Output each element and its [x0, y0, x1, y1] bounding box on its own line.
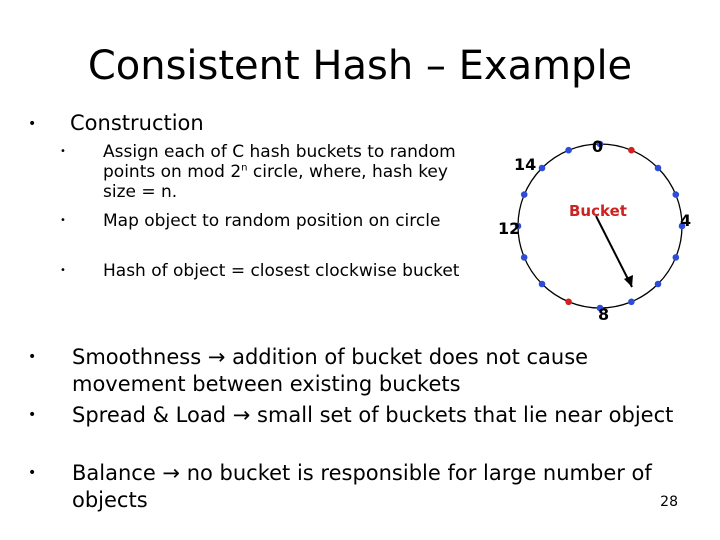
bullet-text: Balance → no bucket is responsible for large number of objects: [72, 461, 652, 512]
sub-bullet-marker: •: [60, 265, 66, 276]
bucket-point: [673, 191, 680, 198]
object-point: [565, 299, 572, 306]
sub-bullet-assign: [60, 142, 470, 202]
slide-title: Consistent Hash – Example: [87, 43, 633, 89]
bucket-point: [565, 147, 572, 154]
bucket-label: Bucket: [569, 202, 627, 220]
bullet-balance: [28, 460, 708, 514]
bucket-arrow-line: [596, 216, 632, 287]
bullet-text: Spread & Load → small set of buckets that lie near object: [72, 403, 674, 427]
sub-bullet-marker: •: [60, 215, 66, 226]
label-8: 8: [598, 305, 610, 324]
sub-bullet-text: [103, 142, 470, 202]
bucket-arrow-head: [624, 275, 633, 287]
bucket-point: [628, 299, 635, 306]
label-4: 4: [680, 211, 692, 230]
bullet-spread-load: [28, 402, 708, 429]
sub-bullet-text-part: circle, where, hash key size = n.: [103, 162, 448, 202]
hash-ring-diagram: [490, 130, 720, 330]
label-0: 0: [592, 137, 604, 156]
object-point: [628, 147, 635, 154]
bullet-marker: •: [28, 116, 37, 132]
bullet-marker: •: [28, 407, 37, 423]
page-number: 28: [660, 494, 678, 510]
bucket-point: [655, 281, 662, 288]
sub-bullet-text-part: Assign each of C hash buckets to random points on mod 2: [103, 142, 456, 182]
bullet-text: Smoothness → addition of bucket does not cause movement between existing buckets: [72, 345, 589, 396]
bullet-text: Construction: [70, 111, 204, 135]
superscript-n: n: [241, 162, 248, 174]
label-14: 14: [514, 155, 537, 174]
bullet-construction: [28, 110, 204, 137]
bullet-marker: •: [28, 349, 37, 365]
bullet-marker: •: [28, 465, 37, 481]
bucket-point: [539, 281, 546, 288]
bucket-point: [673, 254, 680, 261]
sub-bullet-map: [60, 211, 470, 231]
bucket-point: [539, 165, 546, 172]
sub-bullet-text: Map object to random position on circle: [103, 211, 441, 231]
bucket-point: [521, 254, 528, 261]
sub-bullet-marker: •: [60, 146, 66, 157]
bucket-point: [655, 165, 662, 172]
bucket-point: [521, 191, 528, 198]
bullet-smoothness: [28, 344, 708, 398]
sub-bullet-hash: [60, 261, 470, 281]
sub-bullet-text: Hash of object = closest clockwise bucket: [103, 261, 460, 281]
label-12: 12: [498, 219, 521, 238]
